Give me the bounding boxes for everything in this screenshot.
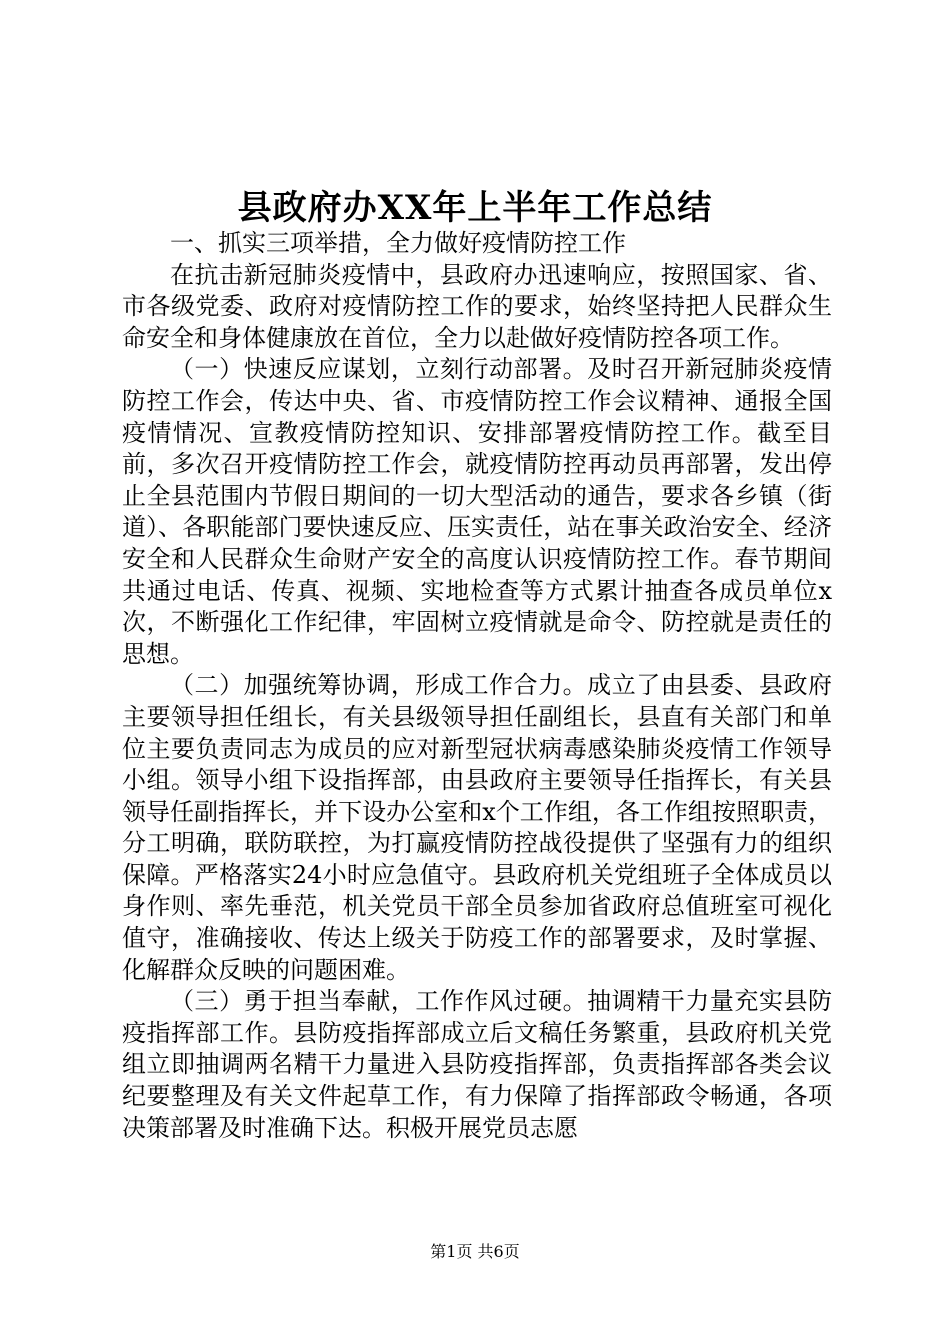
section-heading: 一、抓实三项举措，全力做好疫情防控工作: [170, 229, 626, 257]
document-body: [122, 228, 832, 1144]
paragraph-intro: 在抗击新冠肺炎疫情中，县政府办迅速响应，按照国家、省、市各级党委、政府对疫情防控工作的要求，始终坚持把人民群众生命安全和身体健康放在首位，全力以赴做好疫情防控各项工作。: [122, 260, 832, 352]
page-number-footer: 第1页 共6页: [430, 1242, 520, 1261]
paragraph-item-1: （一）快速反应谋划，立刻行动部署。及时召开新冠肺炎疫情防控工作会，传达中央、省、市疫情防控工作会议精神、通报全国疫情情况、宣教疫情防控知识、安排部署疫情防控工作。截至目前，多次召开疫情防控工作会，就疫情防控再动员再部署，发出停止全县范围内节假日期间的一切大型活动的通告，要求各乡镇（街道）、各职能部门要快速反应、压实责任，站在事关政治安全、经济安全和人民群众生命财产安全的高度认识疫情防控工作。春节期间共通过电话、传真、视频、实地检查等方式累计抽查各成员单位x次，不断强化工作纪律，牢固树立疫情就是命令、防控就是责任的思想。: [122, 355, 832, 668]
paragraph-item-3: （三）勇于担当奉献，工作作风过硬。抽调精干力量充实县防疫指挥部工作。县防疫指挥部成立后文稿任务繁重，县政府机关党组立即抽调两名精干力量进入县防疫指挥部，负责指挥部各类会议纪要整理及有关文件起草工作，有力保障了指挥部政令畅通，各项决策部署及时准确下达。积极开展党员志愿: [122, 987, 832, 1142]
paragraph-item-2: （二）加强统筹协调，形成工作合力。成立了由县委、县政府主要领导担任组长，有关县级领导担任副组长，县直有关部门和单位主要负责同志为成员的应对新型冠状病毒感染肺炎疫情工作领导小组。领导小组下设指挥部，由县政府主要领导任指挥长，有关县领导任副指挥长，并下设办公室和x个工作组，各工作组按照职责，分工明确，联防联控，为打赢疫情防控战役提供了坚强有力的组织保障。严格落实24小时应急值守。县政府机关党组班子全体成员以身作则、率先垂范，机关党员干部全员参加省政府总值班室可视化值守，准确接收、传达上级关于防疫工作的部署要求，及时掌握、化解群众反映的问题困难。: [122, 671, 832, 984]
document-title: 县政府办XX年上半年工作总结: [237, 188, 713, 228]
